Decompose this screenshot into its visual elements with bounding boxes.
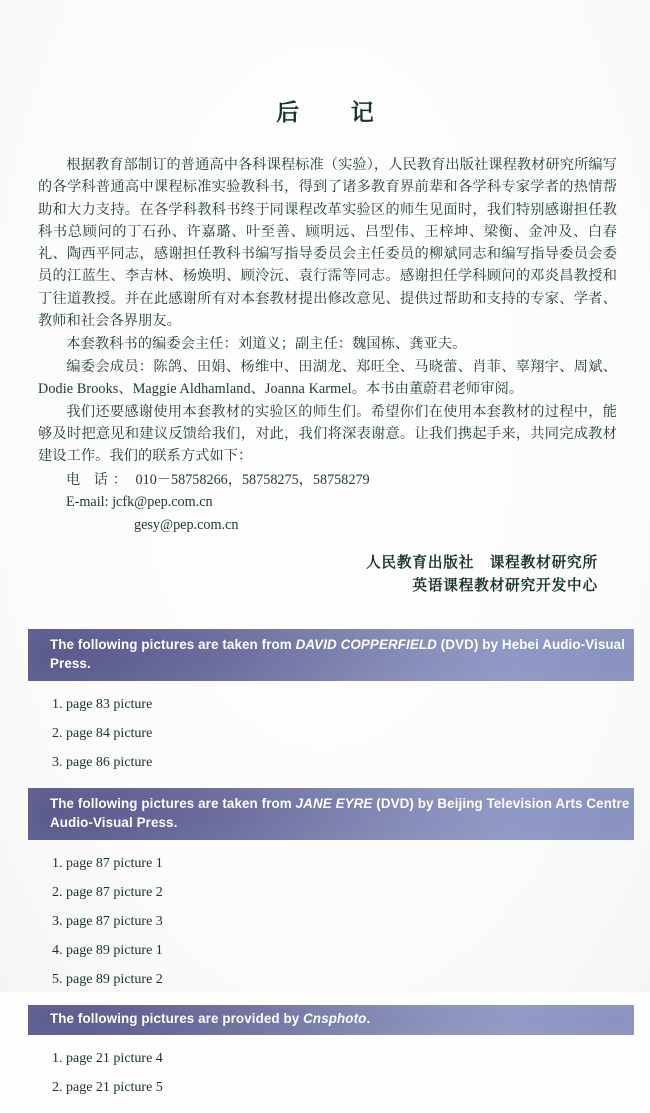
email-label: E-mail: <box>66 494 109 511</box>
credit-list-david-copperfield <box>0 681 650 772</box>
contact-block <box>0 468 650 536</box>
list-item: 2. page 87 picture 2 <box>52 885 163 901</box>
banner-suffix: (DVD) by Hebei Audio-Visual Press. <box>50 637 626 671</box>
credit-list-cnsphoto <box>0 1035 650 1097</box>
list-item: 3. page 86 picture <box>52 755 153 771</box>
list-item: 5. page 89 picture 2 <box>52 972 163 988</box>
credit-list-jane-eyre <box>0 840 650 989</box>
credit-group-david-copperfield <box>0 629 650 788</box>
email-row <box>38 491 650 513</box>
phone-row <box>38 469 650 491</box>
picture-credits <box>0 598 650 1113</box>
banner-suffix: . <box>366 1011 371 1027</box>
credit-banner-cnsphoto <box>28 1005 634 1035</box>
list-item: 4. page 89 picture 1 <box>52 943 163 959</box>
list-item: 2. page 21 picture 5 <box>52 1080 163 1096</box>
publisher-signature <box>0 536 650 598</box>
credit-banner-jane-eyre <box>28 788 634 840</box>
phone-value: 010－58758266，58758275，58758279 <box>132 472 370 489</box>
credit-group-jane-eyre <box>0 788 650 1005</box>
banner-prefix: The following pictures are taken from <box>50 637 296 653</box>
banner-prefix: The following pictures are taken from <box>50 796 296 812</box>
email-value[interactable]: jcfk@pep.com.cn <box>108 494 213 511</box>
banner-title: DAVID COPPERFIELD <box>295 637 437 653</box>
list-item: 1. page 87 picture 1 <box>52 856 163 872</box>
body-paragraph-1: 根据教育部制订的普通高中各科课程标准（实验），人民教育出版社课程教材研究所编写的各学科普通高中课程标准实验教科书，得到了诸多教育界前辈和各学科专家学者的热情帮助和大力支持。在各学科教科书终于同课程改革实验区的师生见面时，我们特别感谢担任教科书总顾问的丁石孙、许嘉璐、叶至善、顾明远、吕型伟、王梓坤、梁衡、金冲及、白春礼、陶西平同志，感谢担任教科书编写指导委员会主任委员的柳斌同志和编写指导委员会委员的江蓝生、李吉林、杨焕明、顾泠沅、袁行霈等同志。感谢担任学科顾问的邓炎昌教授和丁往道教授。并在此感谢所有对本套教材提出修改意见、提供过帮助和支持的专家、学者、教师和社会各界朋友。 <box>38 157 617 330</box>
list-item: 1. page 21 picture 4 <box>52 1051 163 1067</box>
body-paragraph-2: 本套教科书的编委会主任：刘道义；副主任：魏国栋、龚亚夫。 <box>66 335 467 352</box>
list-item: 1. page 83 picture <box>52 697 153 713</box>
postscript-body <box>0 127 650 468</box>
list-item: 3. page 87 picture 3 <box>52 914 163 930</box>
body-paragraph-4: 我们还要感谢使用本套教材的实验区的师生们。希望你们在使用本套教材的过程中，能够及时把意见和建议反馈给我们，对此，我们将深表谢意。让我们携起手来，共同完成教材建设工作。我们的联系方式如下： <box>38 403 617 465</box>
signature-line-1: 人民教育出版社 课程教材研究所 <box>365 555 598 572</box>
credit-banner-david-copperfield <box>28 629 634 681</box>
signature-line-2: 英语课程教材研究开发中心 <box>412 578 598 595</box>
banner-suffix: (DVD) by Beijing Television Arts Centre Audio-Visual Press. <box>50 796 630 830</box>
page-title: 后 记 <box>276 100 389 125</box>
body-paragraph-3: 编委会成员：陈鸽、田娟、杨维中、田湖龙、郑旺全、马晓蕾、肖菲、辜翔宇、周斌、Dodie Brooks、Maggie Aldhamland、Joanna Karmel。本书由董蔚君老师审阅。 <box>38 358 617 397</box>
list-item: 2. page 84 picture <box>52 726 153 742</box>
banner-title: Cnsphoto <box>303 1011 367 1027</box>
credit-group-cnsphoto <box>0 1005 650 1113</box>
banner-prefix: The following pictures are provided by <box>50 1011 304 1027</box>
phone-label: 电 话： <box>66 472 132 489</box>
banner-title: JANE EYRE <box>295 796 373 812</box>
email-row-secondary <box>38 514 650 536</box>
email-value-2[interactable]: gesy@pep.com.cn <box>134 516 239 533</box>
